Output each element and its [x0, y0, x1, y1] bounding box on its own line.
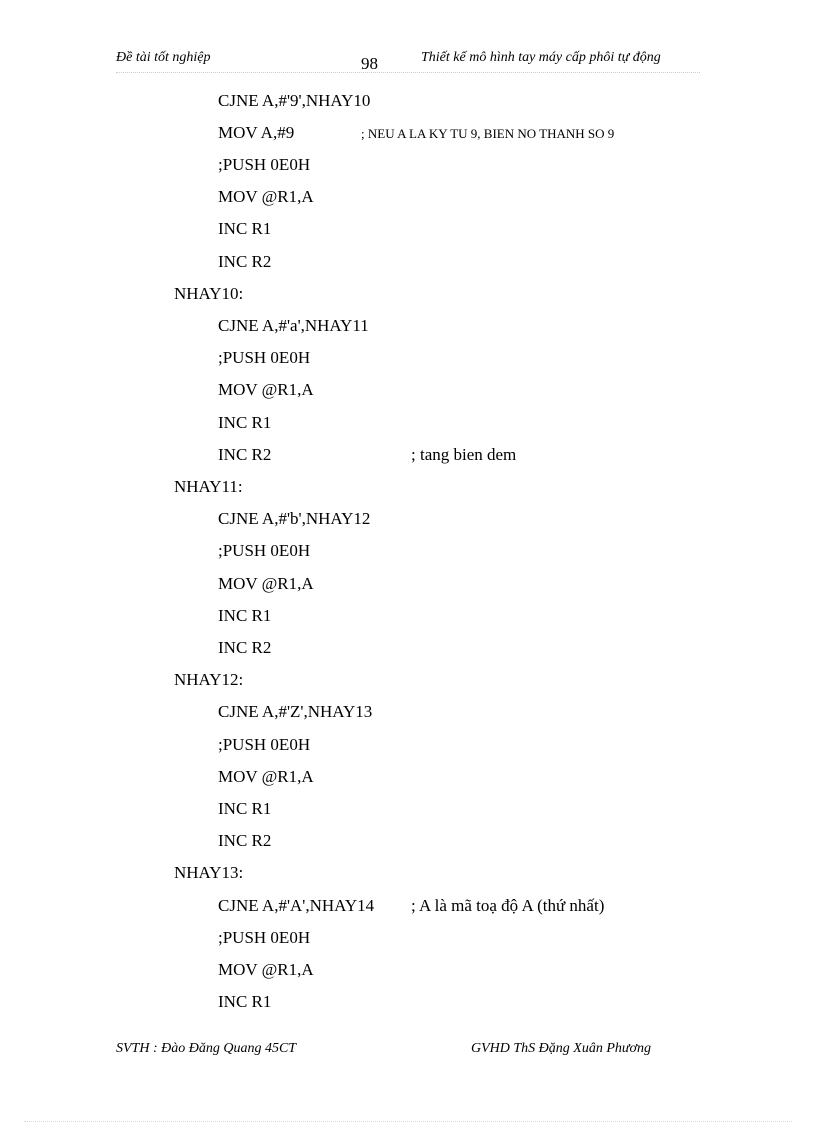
code-comment: ; NEU A LA KY TU 9, BIEN NO THANH SO 9: [361, 126, 615, 141]
code-line: CJNE A,#'A',NHAY14: [218, 896, 375, 915]
bottom-rule: [24, 1121, 792, 1122]
code-line: INC R1: [218, 992, 272, 1011]
code-line: MOV @R1,A: [218, 574, 314, 593]
footer-left: SVTH : Đào Đăng Quang 45CT: [116, 1041, 297, 1056]
code-line: INC R1: [218, 219, 272, 238]
code-line: ;PUSH 0E0H: [218, 928, 311, 947]
code-line: INC R2: [218, 445, 272, 464]
code-line: CJNE A,#'9',NHAY10: [218, 91, 371, 110]
code-line: MOV @R1,A: [218, 960, 314, 979]
page-number: 98: [361, 54, 378, 73]
code-line: INC R2: [218, 638, 272, 657]
code-line: INC R2: [218, 831, 272, 850]
code-line: MOV @R1,A: [218, 187, 314, 206]
code-line: INC R1: [218, 606, 272, 625]
code-comment: ; tang bien dem: [411, 445, 517, 464]
code-line: ;PUSH 0E0H: [218, 348, 311, 367]
code-line: ;PUSH 0E0H: [218, 155, 311, 174]
code-line: MOV @R1,A: [218, 380, 314, 399]
code-label: NHAY11:: [174, 477, 243, 496]
code-line: INC R1: [218, 413, 272, 432]
code-line: INC R2: [218, 252, 272, 271]
footer-right: GVHD ThS Đặng Xuân Phương: [471, 1041, 651, 1056]
header-rule: [116, 72, 700, 73]
code-line: CJNE A,#'a',NHAY11: [218, 316, 369, 335]
code-line: MOV @R1,A: [218, 767, 314, 786]
header-left: Đề tài tốt nghiệp: [116, 50, 211, 65]
code-comment: ; A là mã toạ độ A (thứ nhất): [411, 896, 605, 915]
code-label: NHAY13:: [174, 863, 244, 882]
code-line: ;PUSH 0E0H: [218, 541, 311, 560]
code-line: ;PUSH 0E0H: [218, 735, 311, 754]
header-right: Thiết kế mô hình tay máy cấp phôi tự động: [421, 50, 661, 65]
code-line: CJNE A,#'Z',NHAY13: [218, 702, 373, 721]
code-label: NHAY12:: [174, 670, 244, 689]
code-line: INC R1: [218, 799, 272, 818]
code-line: MOV A,#9: [218, 123, 295, 142]
code-line: CJNE A,#'b',NHAY12: [218, 509, 371, 528]
code-label: NHAY10:: [174, 284, 244, 303]
